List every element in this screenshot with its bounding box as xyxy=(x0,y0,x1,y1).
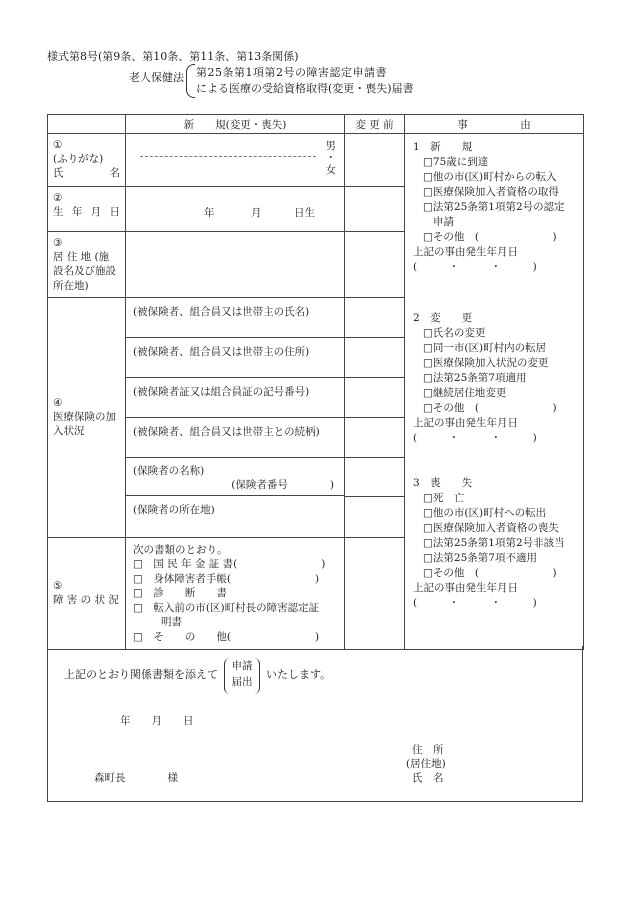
row-number-3: ③ xyxy=(53,237,63,249)
doc-prior-certification[interactable]: □ 転入前の市(区)町村長の障害認定証 xyxy=(133,601,320,614)
name-field[interactable] xyxy=(126,134,345,187)
birth-year-unit: 年 xyxy=(204,207,215,219)
label-address xyxy=(48,232,126,298)
reason-new-date[interactable]: ( ・ ・ ) xyxy=(413,261,537,273)
reason-change-insurance[interactable]: □医療保険加入状況の変更 xyxy=(423,357,549,369)
apply-or-notify-choice[interactable] xyxy=(224,658,260,694)
declaration-text: 上記のとおり関係書類を添えて xyxy=(64,668,218,681)
furigana-label: (ふりがな) xyxy=(53,153,104,166)
law-name: 老人保健法 xyxy=(129,71,184,84)
reason-loss-art25-1[interactable]: □法第25条第1項第2号非該当 xyxy=(423,537,565,549)
birth-field[interactable] xyxy=(126,187,345,232)
insured-name-before[interactable] xyxy=(345,297,405,337)
insured-name-field[interactable] xyxy=(126,297,345,337)
reason-new-other[interactable]: □その他 ( ) xyxy=(423,231,557,243)
reason-change-date[interactable]: ( ・ ・ ) xyxy=(413,432,537,444)
disability-intro: 次の書類のとおり。 xyxy=(133,543,228,556)
reason-loss-transfer-out[interactable]: □他の市(区)町村への転出 xyxy=(423,507,547,519)
label-birth xyxy=(48,187,126,232)
row-number-4: ④ xyxy=(53,396,63,409)
application-form-table xyxy=(47,114,584,650)
col-before-header: 変 更 前 xyxy=(345,115,405,134)
relationship-before[interactable] xyxy=(345,417,405,457)
insurer-before[interactable] xyxy=(345,457,405,537)
reason-change-residence[interactable]: □継続居住地変更 xyxy=(423,387,507,399)
reason-loss-death[interactable]: □死 亡 xyxy=(423,492,465,504)
col-reason-header: 事 由 xyxy=(405,115,584,134)
header-brace xyxy=(186,64,195,98)
reason-cell xyxy=(405,134,584,650)
sex-female[interactable]: 女 xyxy=(325,164,336,176)
reason-loss-insurance[interactable]: □医療保険加入者資格の喪失 xyxy=(423,522,559,534)
doc-medical-certificate[interactable]: □ 診 断 書 xyxy=(133,587,227,600)
form-title-line2: による医療の受給資格取得(変更・喪失)届書 xyxy=(196,82,414,95)
reason-change-other[interactable]: □その他 ( ) xyxy=(423,402,557,414)
reason-new-insurance[interactable]: □医療保険加入者資格の取得 xyxy=(423,186,559,198)
doc-other[interactable]: □ そ の 他( ) xyxy=(133,630,320,643)
insurer-address-label: (保険者の所在地) xyxy=(133,503,215,516)
insured-address-label: (被保険者、組合員又は世帯主の住所) xyxy=(133,345,310,358)
furigana-divider xyxy=(140,156,316,157)
reason-new-date-label: 上記の事由発生年月日 xyxy=(413,246,518,258)
row-number-5: ⑤ xyxy=(53,580,63,593)
reason-loss-art25-7[interactable]: □法第25条第7項不適用 xyxy=(423,552,537,564)
reason-new-certification[interactable]: □法第25条第1項第2号の認定 xyxy=(423,201,565,213)
option-apply[interactable]: 申請 xyxy=(231,660,253,672)
col-new-header: 新 規(変更・喪失) xyxy=(126,115,345,134)
declaration-end: いたします。 xyxy=(266,668,332,681)
name-label-char2: 名 xyxy=(109,167,120,180)
insurance-label-l2: 入状況 xyxy=(53,425,85,438)
row-number-2: ② xyxy=(53,192,63,204)
reason-loss-title: 3 喪 失 xyxy=(413,477,473,489)
address-label-l3: 所在地) xyxy=(53,279,89,292)
address-label-l2: 設名及び施設 xyxy=(53,265,116,278)
applicant-name-label: 氏 名 xyxy=(412,772,444,784)
corner-cell xyxy=(48,115,126,134)
insurer-number-label: (保険者番号 ) xyxy=(231,478,334,491)
addressee: 森町長 様 xyxy=(94,772,178,784)
form-title-line1: 第25条第1項第2号の障害認定申請書 xyxy=(196,66,387,79)
reason-loss-date-label: 上記の事由発生年月日 xyxy=(413,582,518,594)
insurance-card-label: (被保険者証又は組合員証の記号番号) xyxy=(133,385,310,398)
relationship-field[interactable] xyxy=(126,417,345,457)
address-label-l1: 居 住 地 (施 xyxy=(53,251,110,264)
insurance-card-before[interactable] xyxy=(345,377,405,417)
birth-month-unit: 月 xyxy=(251,207,262,219)
declaration-box xyxy=(47,646,583,802)
reason-new-title: 1 新 規 xyxy=(413,141,473,153)
label-disability xyxy=(48,537,126,650)
address-before-field[interactable] xyxy=(345,232,405,298)
reason-new-transfer-in[interactable]: □他の市(区)町村からの転入 xyxy=(423,171,557,183)
insurer-name-label: (保険者の名称) xyxy=(133,464,205,477)
disability-before[interactable] xyxy=(345,537,405,650)
option-notify[interactable]: 届出 xyxy=(231,676,253,688)
reason-change-name[interactable]: □氏名の変更 xyxy=(423,327,486,339)
birth-label-char4: 日 xyxy=(109,206,120,219)
name-label xyxy=(53,166,120,180)
reason-loss-date[interactable]: ( ・ ・ ) xyxy=(413,597,537,609)
address-label: 住 所 xyxy=(412,744,444,756)
row-name xyxy=(48,134,584,187)
name-before-field[interactable] xyxy=(345,134,405,187)
declaration-date[interactable]: 年 月 日 xyxy=(120,715,194,727)
doc-disability-handbook[interactable]: □ 身体障害者手帳( ) xyxy=(133,572,320,585)
birth-label xyxy=(53,205,120,219)
doc-pension-certificate[interactable]: □ 国 民 年 金 証 書( ) xyxy=(133,558,326,571)
reason-change-date-label: 上記の事由発生年月日 xyxy=(413,417,518,429)
reason-new-certification-cont: 申請 xyxy=(433,216,454,228)
sex-male[interactable]: 男 xyxy=(325,140,336,152)
row-number-1: ① xyxy=(53,139,63,151)
birth-label-char3: 月 xyxy=(90,206,102,219)
insured-address-field[interactable] xyxy=(126,337,345,377)
reason-change-move[interactable]: □同一市(区)町村内の転居 xyxy=(423,342,547,354)
label-insurance xyxy=(48,297,126,537)
residence-label: (居住地) xyxy=(406,758,446,770)
doc-prior-certification-cont: 明書 xyxy=(161,616,182,629)
insurance-label-l1: 医療保険の加 xyxy=(53,411,116,424)
insured-address-before[interactable] xyxy=(345,337,405,377)
insured-name-label: (被保険者、組合員又は世帯主の氏名) xyxy=(133,305,310,318)
label-name xyxy=(48,134,126,187)
disability-field xyxy=(126,537,345,650)
header-row xyxy=(48,115,584,134)
sex-separator: ・ xyxy=(325,152,336,164)
birth-day-unit: 日生 xyxy=(294,207,315,219)
address-field[interactable] xyxy=(126,232,345,298)
birth-before-field[interactable] xyxy=(345,187,405,232)
insurance-card-field[interactable] xyxy=(126,377,345,417)
insurer-field[interactable] xyxy=(126,457,345,537)
reason-change-title: 2 変 更 xyxy=(413,312,473,324)
form-number: 様式第8号(第9条、第10条、第11条、第13条関係) xyxy=(47,50,299,63)
name-label-char1: 氏 xyxy=(53,167,64,180)
relationship-label: (被保険者、組合員又は世帯主との続柄) xyxy=(133,425,320,438)
reason-change-art25[interactable]: □法第25条第7項適用 xyxy=(423,372,527,384)
reason-new-75[interactable]: □75歳に到達 xyxy=(423,156,489,168)
birth-label-char1: 生 xyxy=(53,206,64,219)
birth-label-char2: 年 xyxy=(71,206,83,219)
disability-label: 障 害 の 状 況 xyxy=(53,594,119,607)
reason-loss-other[interactable]: □その他 ( ) xyxy=(423,567,557,579)
